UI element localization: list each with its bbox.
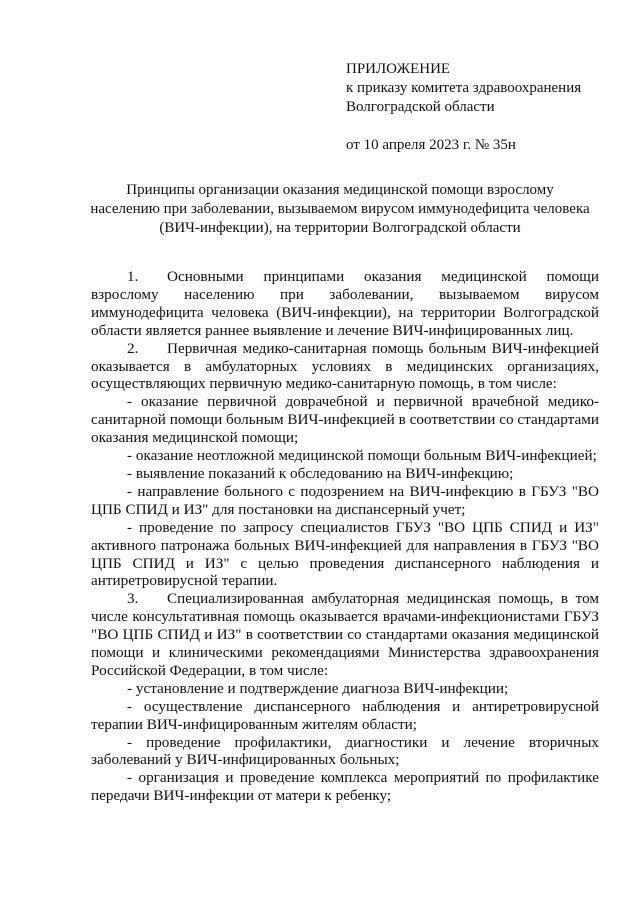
paragraph-3 bbox=[91, 590, 599, 680]
paragraph-text: Основными принципами оказания медицинской помощи взрослому населению при заболевании, вызываемом вирусом иммунодефицита человека (ВИЧ-инфекции), на территории Волгоградской области является раннее выявление и лечение ВИЧ-инфицированных лиц. bbox=[91, 268, 599, 339]
paragraph-number: 1. bbox=[127, 268, 139, 285]
paragraph-1 bbox=[91, 268, 599, 340]
paragraph-2 bbox=[91, 340, 599, 394]
list-item: - направление больного с подозрением на ВИЧ-инфекцию в ГБУЗ "ВО ЦПБ СПИД и ИЗ" для постановки на диспансерный учет; bbox=[91, 482, 599, 518]
list-item: - выявление показаний к обследованию на ВИЧ-инфекцию; bbox=[127, 464, 514, 482]
list-item: - проведение профилактики, диагностики и лечение вторичных заболеваний у ВИЧ-инфицированных больных; bbox=[91, 733, 599, 769]
list-item: - оказание первичной доврачебной и первичной врачебной медико-санитарной помощи больным ВИЧ-инфекцией в соответствии со стандартами оказания медицинской помощи; bbox=[91, 393, 599, 447]
paragraph-number: 3. bbox=[127, 590, 139, 608]
document-body bbox=[91, 268, 599, 805]
title-line-2: населению при заболевании, вызываемом вирусом иммунодефицита человека bbox=[90, 201, 590, 217]
appendix-header bbox=[346, 60, 581, 155]
order-date: от 10 апреля 2023 г. № 35н bbox=[346, 137, 516, 153]
document-title bbox=[80, 181, 600, 238]
list-item: - организация и проведение комплекса мероприятий по профилактике передачи ВИЧ-инфекции от матери к ребенку; bbox=[91, 769, 599, 805]
paragraph-number: 2. bbox=[127, 339, 139, 357]
list-item: - осуществление диспансерного наблюдения и антиретровирусной терапии ВИЧ-инфицированным жителям области; bbox=[91, 697, 599, 733]
title-line-3: (ВИЧ-инфекции), на территории Волгоградской области bbox=[159, 220, 521, 236]
list-item: - установление и подтверждение диагноза ВИЧ-инфекции; bbox=[127, 679, 509, 697]
appendix-line-2: Волгоградской области bbox=[346, 99, 495, 115]
title-line-1: Принципы организации оказания медицинской помощи взрослому bbox=[126, 182, 554, 198]
list-item: - проведение по запросу специалистов ГБУЗ "ВО ЦПБ СПИД и ИЗ" активного патронажа больных ВИЧ-инфекцией для направления в ГБУЗ "ВО ЦПБ СПИД и ИЗ" с целью проведения диспансерного наблюдения и антиретровирусной терапии. bbox=[91, 518, 599, 590]
appendix-line-1: к приказу комитета здравоохранения bbox=[346, 80, 582, 96]
paragraph-text: Первичная медико-санитарная помощь больным ВИЧ-инфекцией оказывается в амбулаторных условиях в медицинских организациях, осуществляющих первичную медико-санитарную помощь, в том числе: bbox=[91, 339, 599, 393]
paragraph-text: Специализированная амбулаторная медицинская помощь, в том числе консультативная помощь оказывается врачами-инфекционистами ГБУЗ "ВО ЦПБ СПИД и ИЗ" в соответствии со стандартами оказания медицинской помощи и клиническими рекомендациями Министерства здравоохранения Российской Федерации, в том числе: bbox=[91, 590, 599, 679]
appendix-title: ПРИЛОЖЕНИЕ bbox=[346, 61, 451, 77]
list-item: - оказание неотложной медицинской помощи больным ВИЧ-инфекцией; bbox=[127, 447, 597, 465]
